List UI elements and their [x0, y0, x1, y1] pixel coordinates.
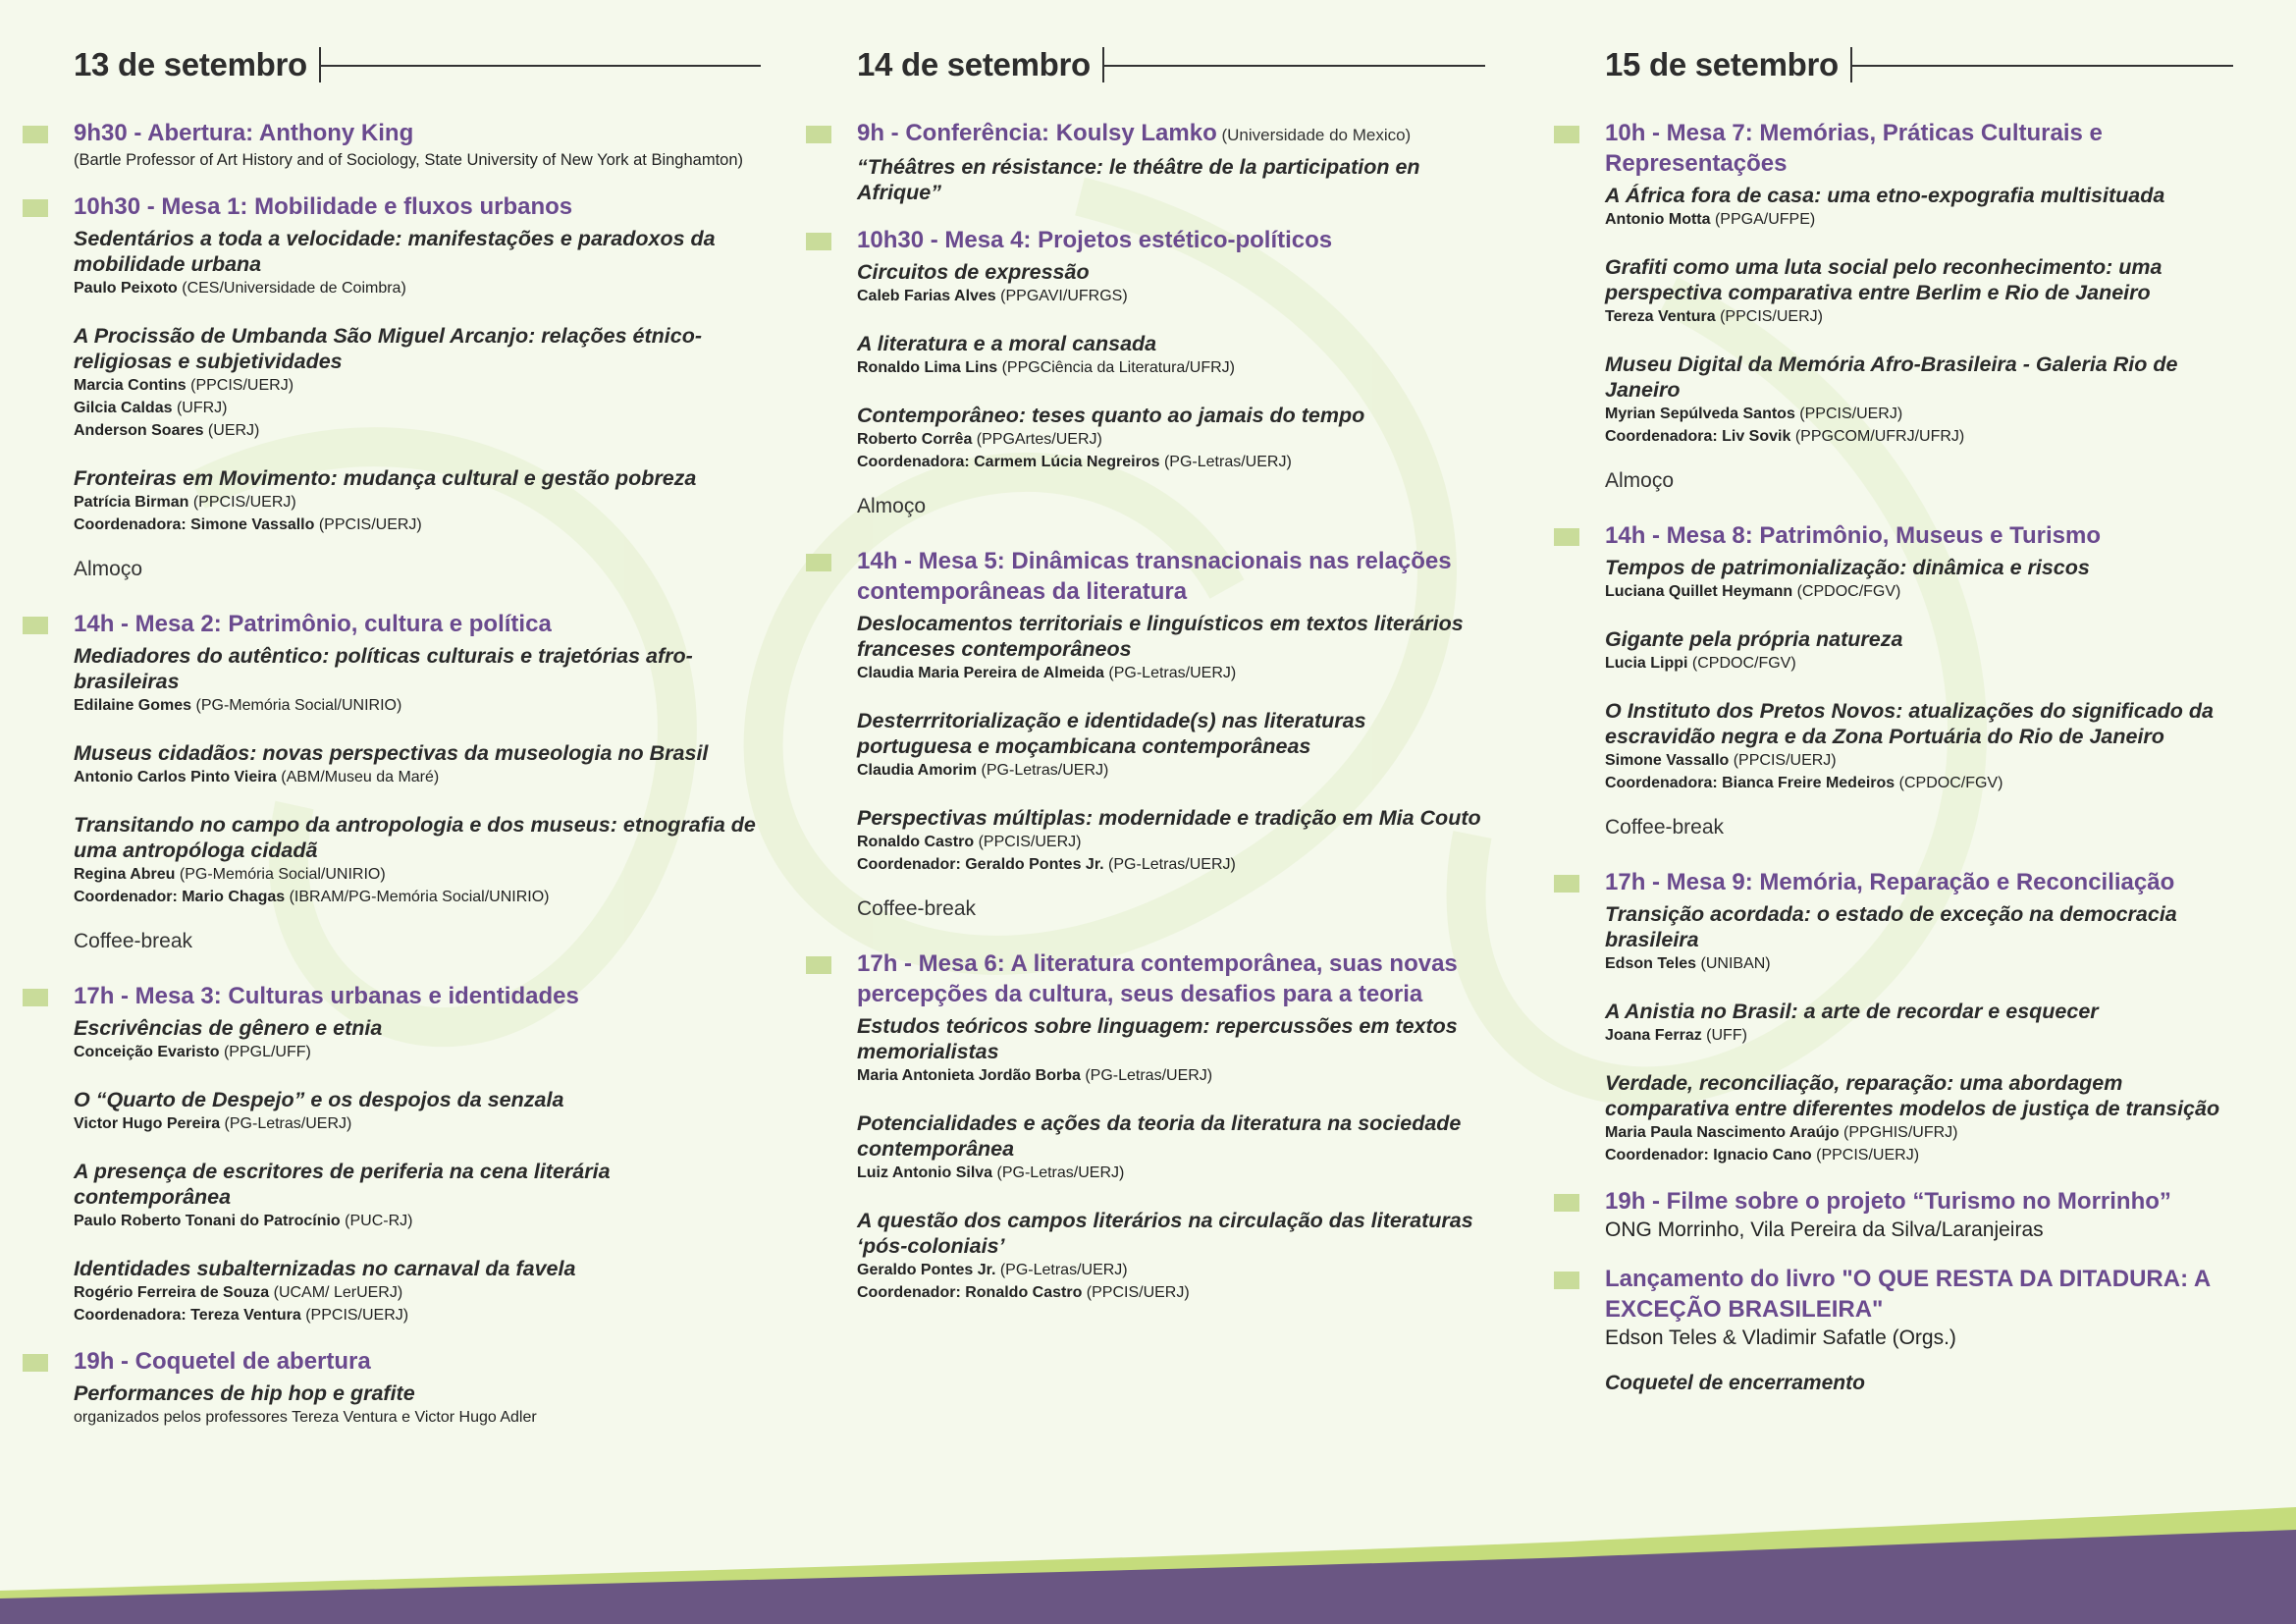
speaker-affiliation: (PPGHIS/UFRJ)	[1839, 1124, 1958, 1141]
speaker	[74, 491, 761, 514]
speaker-name: Coordenadora: Tereza Ventura	[74, 1307, 301, 1324]
talk	[857, 611, 1485, 684]
speaker	[74, 277, 761, 299]
speaker	[1605, 580, 2233, 603]
speaker-name: Ronaldo Lima Lins	[857, 359, 998, 376]
talk	[74, 1015, 761, 1063]
talk-title: A presença de escritores de periferia na cena literária contemporânea	[74, 1160, 611, 1209]
talk-title: A questão dos campos literários na circulação das literaturas ‘pós-coloniais’	[857, 1209, 1473, 1258]
speaker-affiliation: (PPCIS/UERJ)	[974, 834, 1082, 850]
speaker-affiliation: (PPCIS/UERJ)	[1729, 752, 1837, 769]
bullet-marker	[23, 199, 48, 217]
talk-title: Performances de hip hop e grafite	[74, 1381, 415, 1405]
speaker-name: Coordenador: Ronaldo Castro	[857, 1284, 1083, 1301]
speaker-affiliation: organizados pelos professores Tereza Ventura e Victor Hugo Adler	[74, 1409, 537, 1426]
speaker-affiliation: (PPCIS/UERJ)	[300, 1307, 409, 1324]
session	[857, 546, 1485, 876]
speaker	[1605, 305, 2233, 328]
bullet-marker	[806, 233, 831, 250]
talk	[74, 643, 761, 717]
speaker	[857, 285, 1485, 307]
day-header	[1605, 39, 2233, 90]
session-title-note: (Universidade do Mexico)	[1216, 126, 1412, 144]
session-title-text: 19h - Coquetel de abertura	[74, 1348, 371, 1375]
speaker-affiliation: (PG-Letras/UERJ)	[1080, 1067, 1213, 1084]
session-title-text: 9h - Conferência: Koulsy Lamko	[857, 120, 1217, 146]
speaker-affiliation: (PPCIS/UERJ)	[1794, 406, 1903, 422]
session-title	[1605, 867, 2233, 897]
speaker	[857, 1259, 1485, 1281]
speaker-name: Maria Antonieta Jordão Borba	[857, 1067, 1081, 1084]
bullet-marker	[806, 956, 831, 974]
speaker	[74, 1406, 761, 1429]
speaker	[1605, 652, 2233, 675]
session-title	[857, 225, 1485, 255]
speaker-name: Joana Ferraz	[1605, 1027, 1702, 1044]
speaker-name: Coordenador: Geraldo Pontes Jr.	[857, 856, 1104, 873]
footer-purple-wave	[0, 1530, 2296, 1624]
speaker-affiliation: (CPDOC/FGV)	[1895, 775, 2003, 791]
talk	[857, 259, 1485, 307]
session-title	[1605, 1186, 2233, 1217]
speaker	[74, 863, 761, 886]
header-rule	[1850, 47, 2233, 82]
speaker-name: Edilaine Gomes	[74, 697, 192, 714]
speaker-name: Victor Hugo Pereira	[74, 1115, 221, 1132]
bullet-marker	[1554, 1272, 1579, 1289]
session-title	[857, 948, 1485, 1009]
talk-title: Grafiti como uma luta social pelo reconhecimento: uma perspectiva comparativa entre Berlim e Rio de Janeiro	[1605, 255, 2163, 304]
speaker-affiliation: (UFRJ)	[172, 400, 228, 416]
session-title	[74, 191, 761, 222]
speaker-affiliation: (PPGA/UFPE)	[1710, 211, 1816, 228]
speaker-affiliation: (UERJ)	[203, 422, 260, 439]
speaker-affiliation: (IBRAM/PG-Memória Social/UNIRIO)	[285, 889, 550, 905]
speaker-affiliation: (PUC-RJ)	[340, 1213, 413, 1229]
speaker-name: Luiz Antonio Silva	[857, 1164, 993, 1181]
talk-title: Museu Digital da Memória Afro-Brasileira - Galeria Rio de Janeiro	[1605, 352, 2178, 402]
speaker-affiliation: (PPCIS/UERJ)	[186, 377, 294, 394]
talk	[1605, 698, 2233, 794]
speaker	[74, 1281, 761, 1304]
speaker	[74, 694, 761, 717]
speaker-name: Paulo Roberto Tonani do Patrocínio	[74, 1213, 341, 1229]
talk	[74, 1380, 761, 1429]
speaker-name: Marcia Contins	[74, 377, 187, 394]
talk	[1605, 254, 2233, 328]
session	[74, 191, 761, 536]
session-title-text: 19h - Filme sobre o projeto “Turismo no Morrinho”	[1605, 1188, 2171, 1215]
speaker-name: Conceição Evaristo	[74, 1044, 220, 1060]
speaker-affiliation: (UFF)	[1701, 1027, 1747, 1044]
speaker	[74, 1210, 761, 1232]
break-label: Almoço	[74, 558, 143, 580]
speaker	[74, 886, 761, 908]
speaker	[1605, 772, 2233, 794]
speaker	[74, 514, 761, 536]
session-title	[74, 609, 761, 639]
session-title-text: Lançamento do livro "O QUE RESTA DA DITADURA: A EXCEÇÃO BRASILEIRA"	[1605, 1266, 2211, 1323]
speaker	[857, 1281, 1485, 1304]
speaker	[1605, 1024, 2233, 1047]
speaker-name: Anderson Soares	[74, 422, 204, 439]
session-title-text: 17h - Mesa 6: A literatura contemporânea, suas novas percepções da cultura, seus desafios para a teoria	[857, 950, 1458, 1007]
speaker-name: Coordenadora: Simone Vassallo	[74, 516, 315, 533]
talk	[74, 812, 761, 908]
talk	[74, 1256, 761, 1326]
talk	[74, 1159, 761, 1232]
speaker	[1605, 208, 2233, 231]
speaker	[857, 451, 1485, 473]
bullet-marker	[23, 989, 48, 1006]
speaker-name: Lucia Lippi	[1605, 655, 1688, 672]
speaker-name: Coordenador: Mario Chagas	[74, 889, 286, 905]
talk-title: “Théâtres en résistance: le théâtre de la participation en Afrique”	[857, 155, 1420, 204]
bullet-marker	[23, 126, 48, 143]
talk	[857, 708, 1485, 782]
speaker	[1605, 1121, 2233, 1144]
session	[1605, 867, 2233, 1166]
talk	[857, 154, 1485, 205]
speaker-name: Coordenadora: Bianca Freire Medeiros	[1605, 775, 1896, 791]
speaker-affiliation: (PG-Letras/UERJ)	[1159, 454, 1292, 470]
speaker-affiliation: (PPCIS/UERJ)	[188, 494, 296, 511]
speaker	[1605, 1144, 2233, 1166]
break-label: Almoço	[1605, 469, 1675, 492]
speaker-affiliation: (PPCIS/UERJ)	[1082, 1284, 1190, 1301]
speaker-affiliation: (PG-Letras/UERJ)	[992, 1164, 1125, 1181]
break-label: Coffee-break	[1605, 816, 1725, 839]
speaker-name: Simone Vassallo	[1605, 752, 1730, 769]
session	[857, 225, 1485, 473]
speaker-affiliation: (CES/Universidade de Coimbra)	[177, 280, 406, 297]
talk-title: Circuitos de expressão	[857, 260, 1090, 284]
session	[857, 948, 1485, 1304]
speaker	[1605, 749, 2233, 772]
talk-title: Estudos teóricos sobre linguagem: repercussões em textos memorialistas	[857, 1014, 1458, 1063]
speaker	[857, 1064, 1485, 1087]
session	[1605, 1264, 2233, 1352]
day-header	[74, 39, 761, 90]
talk-title: Contemporâneo: teses quanto ao jamais do tempo	[857, 404, 1365, 427]
session-title	[74, 981, 761, 1011]
talk	[1605, 352, 2233, 448]
break-label: Coffee-break	[857, 897, 977, 920]
bullet-marker	[806, 126, 831, 143]
session-title	[1605, 118, 2233, 179]
speaker-name: Edson Teles	[1605, 955, 1697, 972]
speaker-affiliation: (PG-Letras/UERJ)	[220, 1115, 352, 1132]
speaker-affiliation: (PPGCOM/UFRJ/UFRJ)	[1790, 428, 1965, 445]
talk-title: Transitando no campo da antropologia e dos museus: etnografia de uma antropóloga cidadã	[74, 813, 756, 862]
day-title: 14 de setembro	[857, 46, 1091, 82]
talk-title: Escrivências de gênero e etnia	[74, 1016, 383, 1040]
speaker-affiliation: (PG-Letras/UERJ)	[1103, 856, 1236, 873]
speaker	[857, 1162, 1485, 1184]
session	[1605, 520, 2233, 794]
speaker	[857, 759, 1485, 782]
speaker-affiliation: (CPDOC/FGV)	[1792, 583, 1901, 600]
session-subtitle: (Bartle Professor of Art History and of Sociology, State University of New York at Binghamton)	[74, 151, 744, 169]
bullet-marker	[806, 554, 831, 571]
speaker	[1605, 425, 2233, 448]
talk-title: Tempos de patrimonialização: dinâmica e riscos	[1605, 556, 2090, 579]
speaker-name: Geraldo Pontes Jr.	[857, 1262, 996, 1278]
session-title-text: 17h - Mesa 3: Culturas urbanas e identidades	[74, 983, 579, 1009]
speaker-name: Roberto Corrêa	[857, 431, 973, 448]
speaker-affiliation: (PPCIS/UERJ)	[314, 516, 422, 533]
speaker-affiliation: (PPGArtes/UERJ)	[972, 431, 1102, 448]
speaker	[74, 419, 761, 442]
speaker-name: Coordenadora: Carmem Lúcia Negreiros	[857, 454, 1160, 470]
speaker-name: Caleb Farias Alves	[857, 288, 996, 304]
speaker-affiliation: (PPGAVI/UFRGS)	[995, 288, 1128, 304]
session-title	[857, 546, 1485, 607]
speaker	[857, 356, 1485, 379]
header-rule	[1102, 47, 1485, 82]
talk-title: Identidades subalternizadas no carnaval da favela	[74, 1257, 576, 1280]
speaker	[74, 1041, 761, 1063]
talk	[1605, 1070, 2233, 1166]
talk-title: A África fora de casa: uma etno-expografia multisituada	[1605, 184, 2165, 207]
session-title-text: 14h - Mesa 5: Dinâmicas transnacionais nas relações contemporâneas da literatura	[857, 548, 1452, 605]
talk	[74, 1087, 761, 1135]
talk	[1605, 901, 2233, 975]
session	[74, 609, 761, 908]
break-label: Almoço	[857, 495, 927, 517]
session	[1605, 118, 2233, 448]
session-title	[857, 118, 1485, 150]
session	[74, 981, 761, 1326]
speaker	[74, 1304, 761, 1326]
talk	[74, 323, 761, 442]
speaker-name: Gilcia Caldas	[74, 400, 173, 416]
session-title-text: 17h - Mesa 9: Memória, Reparação e Reconciliação	[1605, 869, 2175, 895]
session-title	[74, 1346, 761, 1377]
speaker-name: Claudia Maria Pereira de Almeida	[857, 665, 1104, 681]
speaker-affiliation: (PPGL/UFF)	[219, 1044, 311, 1060]
speaker-affiliation: (PG-Memória Social/UNIRIO)	[191, 697, 402, 714]
speaker-affiliation: (UNIBAN)	[1696, 955, 1771, 972]
footer-green-wave	[0, 1507, 2296, 1624]
speaker-name: Maria Paula Nascimento Araújo	[1605, 1124, 1840, 1141]
session-title-text: 10h30 - Mesa 1: Mobilidade e fluxos urbanos	[74, 193, 573, 220]
talk	[74, 465, 761, 536]
speaker-affiliation: (PG-Memória Social/UNIRIO)	[175, 866, 386, 883]
session-title-text: 9h30 - Abertura: Anthony King	[74, 120, 414, 146]
day-title: 15 de setembro	[1605, 46, 1839, 82]
session	[1605, 1186, 2233, 1244]
speaker	[74, 1112, 761, 1135]
speaker	[857, 662, 1485, 684]
talk-title: O “Quarto de Despejo” e os despojos da senzala	[74, 1088, 564, 1111]
session	[857, 118, 1485, 205]
speaker-affiliation: (UCAM/ LerUERJ)	[269, 1284, 403, 1301]
speaker	[857, 831, 1485, 853]
session-title-text: 10h - Mesa 7: Memórias, Práticas Culturais e Representações	[1605, 120, 2103, 177]
speaker-name: Coordenadora: Liv Sovik	[1605, 428, 1791, 445]
speaker-name: Rogério Ferreira de Souza	[74, 1284, 270, 1301]
session-subtitle: ONG Morrinho, Vila Pereira da Silva/Laranjeiras	[1605, 1218, 2044, 1241]
bullet-marker	[23, 617, 48, 634]
speaker-affiliation: (PPGCiência da Literatura/UFRJ)	[997, 359, 1235, 376]
speaker-name: Luciana Quillet Heymann	[1605, 583, 1793, 600]
bullet-marker	[23, 1354, 48, 1372]
speaker-affiliation: (PPCIS/UERJ)	[1811, 1147, 1920, 1164]
talk-title: Museus cidadãos: novas perspectivas da museologia no Brasil	[74, 741, 709, 765]
talk	[857, 403, 1485, 473]
speaker-name: Antonio Carlos Pinto Vieira	[74, 769, 277, 785]
speaker-name: Ronaldo Castro	[857, 834, 975, 850]
speaker-affiliation: (PPCIS/UERJ)	[1715, 308, 1823, 325]
speaker-affiliation: (ABM/Museu da Maré)	[276, 769, 440, 785]
day-column-14	[857, 39, 1485, 1324]
talk	[1605, 183, 2233, 231]
speaker	[857, 853, 1485, 876]
talk	[1605, 999, 2233, 1047]
session-title	[1605, 1264, 2233, 1325]
speaker-affiliation: (CPDOC/FGV)	[1687, 655, 1796, 672]
talk-title: Deslocamentos territoriais e linguísticos em textos literários franceses contemporâneos	[857, 612, 1464, 661]
speaker-name: Myrian Sepúlveda Santos	[1605, 406, 1795, 422]
bullet-marker	[1554, 126, 1579, 143]
session-title	[1605, 520, 2233, 551]
talk-title: Verdade, reconciliação, reparação: uma abordagem comparativa entre diferentes modelos de justiça de transição	[1605, 1071, 2220, 1120]
talk-title: A literatura e a moral cansada	[857, 332, 1157, 355]
talk	[857, 1013, 1485, 1087]
talk-title: Mediadores do autêntico: políticas culturais e trajetórias afro-brasileiras	[74, 644, 693, 693]
day-column-15	[1605, 39, 2233, 1395]
talk-title: Sedentários a toda a velocidade: manifestações e paradoxos da mobilidade urbana	[74, 227, 716, 276]
speaker-name: Regina Abreu	[74, 866, 176, 883]
speaker	[857, 428, 1485, 451]
talk	[1605, 555, 2233, 603]
break-label: Coffee-break	[74, 930, 193, 952]
talk-title: Desterrritorialização e identidade(s) nas literaturas portuguesa e moçambicana contemporâneas	[857, 709, 1366, 758]
speaker	[1605, 403, 2233, 425]
bullet-marker	[1554, 528, 1579, 546]
talk	[1605, 626, 2233, 675]
speaker-name: Paulo Peixoto	[74, 280, 178, 297]
talk	[857, 1208, 1485, 1304]
speaker	[74, 374, 761, 397]
talk	[74, 226, 761, 299]
session	[74, 1346, 761, 1429]
speaker-name: Antonio Motta	[1605, 211, 1711, 228]
speaker-name: Claudia Amorim	[857, 762, 978, 779]
speaker	[1605, 952, 2233, 975]
speaker-name: Tereza Ventura	[1605, 308, 1716, 325]
talk	[74, 740, 761, 788]
speaker-affiliation: (PG-Letras/UERJ)	[995, 1262, 1128, 1278]
talk-title: Gigante pela própria natureza	[1605, 627, 1903, 651]
session-subtitle: Edson Teles & Vladimir Safatle (Orgs.)	[1605, 1326, 1956, 1349]
session-title-text: 14h - Mesa 8: Patrimônio, Museus e Turismo	[1605, 522, 2102, 549]
talk-title: Potencialidades e ações da teoria da literatura na sociedade contemporânea	[857, 1111, 1462, 1161]
header-rule	[319, 47, 761, 82]
day-column-13	[74, 39, 761, 1448]
closing-event: Coquetel de encerramento	[1605, 1372, 1865, 1394]
speaker-affiliation: (PG-Letras/UERJ)	[977, 762, 1109, 779]
session	[74, 118, 761, 172]
session-title-text: 10h30 - Mesa 4: Projetos estético-políticos	[857, 227, 1333, 253]
talk-title: A Procissão de Umbanda São Miguel Arcanjo: relações étnico-religiosas e subjetividades	[74, 324, 702, 373]
talk-title: Fronteiras em Movimento: mudança cultural e gestão pobreza	[74, 466, 697, 490]
speaker-name: Coordenador: Ignacio Cano	[1605, 1147, 1812, 1164]
bullet-marker	[1554, 875, 1579, 893]
day-header	[857, 39, 1485, 90]
speaker-affiliation: (PG-Letras/UERJ)	[1103, 665, 1237, 681]
talk	[857, 805, 1485, 876]
day-title: 13 de setembro	[74, 46, 307, 82]
speaker	[74, 766, 761, 788]
talk	[857, 331, 1485, 379]
talk-title: O Instituto dos Pretos Novos: atualizações do significado da escravidão negra e da Zona Portuária do Rio de Janeiro	[1605, 699, 2215, 748]
speaker-name: Patrícia Birman	[74, 494, 189, 511]
session-title-text: 14h - Mesa 2: Patrimônio, cultura e política	[74, 611, 552, 637]
talk	[857, 1110, 1485, 1184]
talk-title: A Anistia no Brasil: a arte de recordar e esquecer	[1605, 1000, 2099, 1023]
speaker	[74, 397, 761, 419]
bullet-marker	[1554, 1194, 1579, 1212]
talk-title: Transição acordada: o estado de exceção na democracia brasileira	[1605, 902, 2177, 951]
session-title	[74, 118, 761, 148]
talk-title: Perspectivas múltiplas: modernidade e tradição em Mia Couto	[857, 806, 1481, 830]
